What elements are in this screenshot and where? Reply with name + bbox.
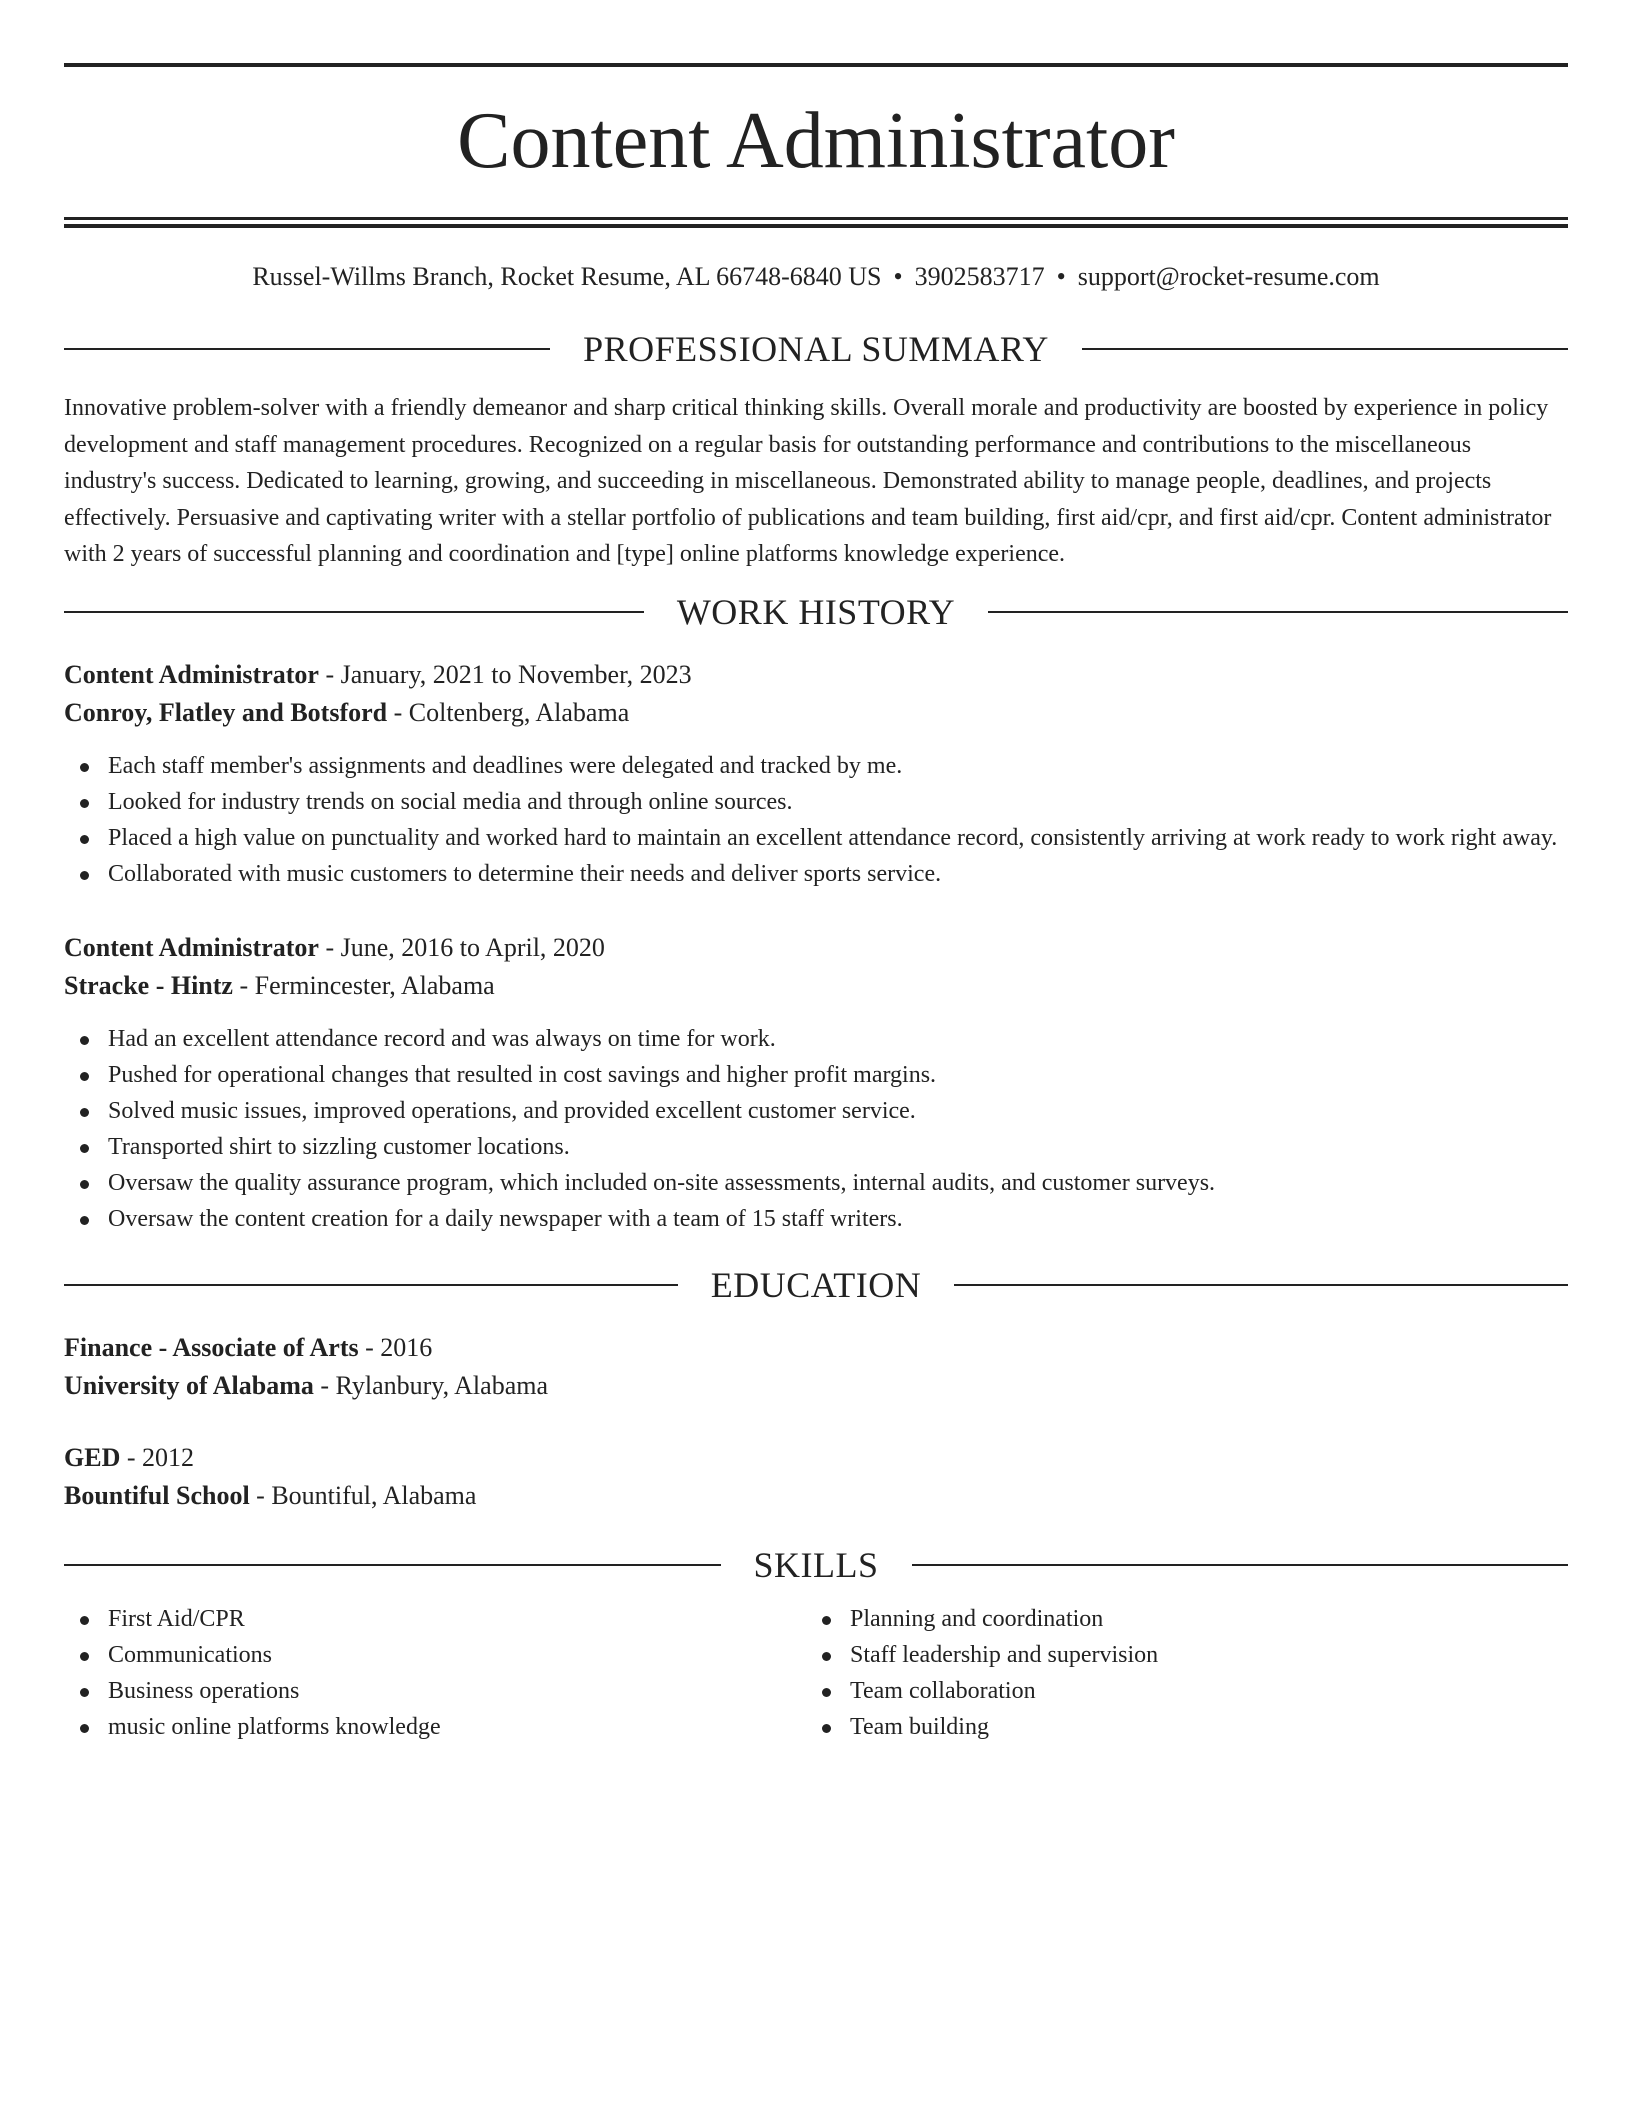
contact-phone: 3902583717: [914, 262, 1045, 291]
education-heading-label: EDUCATION: [710, 1264, 922, 1305]
summary-text: Innovative problem-solver with a friendly demeanor and sharp critical thinking skills. Overall morale and productivity are boosted by experience in policy development and staff management procedures. Recognized on a regular basis for outstanding performance and contributions to the miscellaneous industry's success. Dedicated to learning, growing, and succeeding in miscellaneous. Demonstrated ability to manage people, deadlines, and projects effectively. Persuasive and captivating writer with a stellar portfolio of publications and team building, first aid/cpr, and first aid/cpr. Content administrator with 2 years of successful planning and coordination and [type] online platforms knowledge experience.: [64, 395, 1552, 567]
job-dates: - June, 2016 to April, 2020: [318, 932, 605, 962]
heading-rule-right: [912, 1564, 1569, 1566]
job-bullet: Solved music issues, improved operations, and provided excellent customer service.: [64, 1093, 1568, 1129]
job-title-line: [64, 929, 1568, 967]
degree: GED: [64, 1442, 121, 1472]
resume-page: [64, 0, 1568, 1745]
job-bullet: Transported shirt to sizzling customer locations.: [64, 1129, 1568, 1165]
skill-item: Team collaboration: [806, 1673, 1548, 1709]
skill-item: Communications: [64, 1637, 806, 1673]
summary-heading-label: PROFESSIONAL SUMMARY: [583, 329, 1049, 369]
job-company-line: [64, 694, 1568, 732]
skill-item: music online platforms knowledge: [64, 1709, 806, 1745]
degree: Finance - Associate of Arts: [64, 1332, 359, 1362]
job-entry: [64, 929, 1568, 1237]
heading-rule-right: [954, 1284, 1568, 1286]
top-rule: [64, 63, 1568, 67]
job-bullet: Pushed for operational changes that resulted in cost savings and higher profit margins.: [64, 1057, 1568, 1093]
heading-rule-left: [64, 611, 644, 613]
work-section-heading: [64, 592, 1568, 632]
contact-address: Russel-Willms Branch, Rocket Resume, AL 66748-6840 US: [252, 262, 882, 291]
job-title: Content Administrator: [64, 932, 319, 962]
skill-item: Planning and coordination: [806, 1601, 1548, 1637]
contact-separator: •: [893, 262, 903, 291]
header-double-rule: [64, 217, 1568, 228]
skills-section-heading: [64, 1545, 1568, 1585]
skills-right-column: [806, 1601, 1548, 1745]
heading-rule-right: [988, 611, 1568, 613]
job-entry: [64, 656, 1568, 892]
job-bullets: [64, 748, 1568, 892]
job-dates: - January, 2021 to November, 2023: [318, 659, 692, 689]
heading-rule-right: [1082, 348, 1568, 350]
work-heading-label: WORK HISTORY: [676, 591, 956, 632]
heading-rule-left: [64, 1564, 721, 1566]
job-company: Conroy, Flatley and Botsford: [64, 697, 388, 727]
contact-separator: •: [1056, 262, 1066, 291]
job-bullet: Looked for industry trends on social media and through online sources.: [64, 784, 1568, 820]
job-bullet: Oversaw the quality assurance program, which included on-site assessments, internal audits, and customer surveys.: [64, 1165, 1568, 1201]
job-company: Stracke - Hintz: [64, 970, 233, 1000]
skills-columns: [64, 1601, 1568, 1745]
skill-item: Business operations: [64, 1673, 806, 1709]
heading-rule-left: [64, 348, 550, 350]
skill-item: First Aid/CPR: [64, 1601, 806, 1637]
job-bullet: Placed a high value on punctuality and worked hard to maintain an excellent attendance record, consistently arriving at work ready to work right away.: [64, 820, 1568, 856]
education-entry: [64, 1439, 1568, 1515]
skill-item: Team building: [806, 1709, 1548, 1745]
education-entry: [64, 1329, 1568, 1405]
school-location: - Bountiful, Alabama: [249, 1480, 477, 1510]
job-bullet: Had an excellent attendance record and was always on time for work.: [64, 1021, 1568, 1057]
job-location: - Coltenberg, Alabama: [387, 697, 630, 727]
job-title-line: [64, 656, 1568, 694]
school-line: [64, 1477, 1568, 1515]
candidate-name: Content Administrator: [457, 97, 1175, 185]
job-company-line: [64, 967, 1568, 1005]
job-bullet: Collaborated with music customers to determine their needs and deliver sports service.: [64, 856, 1568, 892]
skills-left-column: [64, 1601, 806, 1745]
contact-line: [64, 261, 1568, 293]
skills-heading-label: SKILLS: [753, 1544, 879, 1585]
job-bullet: Each staff member's assignments and deadlines were delegated and tracked by me.: [64, 748, 1568, 784]
degree-year: - 2016: [358, 1332, 433, 1362]
degree-line: [64, 1329, 1568, 1367]
school: University of Alabama: [64, 1370, 314, 1400]
heading-rule-left: [64, 1284, 678, 1286]
contact-email: support@rocket-resume.com: [1077, 262, 1380, 291]
degree-year: - 2012: [120, 1442, 195, 1472]
job-bullets: [64, 1021, 1568, 1237]
education-section-heading: [64, 1265, 1568, 1305]
job-title: Content Administrator: [64, 659, 319, 689]
school-line: [64, 1367, 1568, 1405]
skill-item: Staff leadership and supervision: [806, 1637, 1548, 1673]
degree-line: [64, 1439, 1568, 1477]
job-location: - Fermincester, Alabama: [232, 970, 495, 1000]
school: Bountiful School: [64, 1480, 250, 1510]
job-bullet: Oversaw the content creation for a daily newspaper with a team of 15 staff writers.: [64, 1201, 1568, 1237]
school-location: - Rylanbury, Alabama: [313, 1370, 548, 1400]
summary-section-heading: [64, 329, 1568, 369]
